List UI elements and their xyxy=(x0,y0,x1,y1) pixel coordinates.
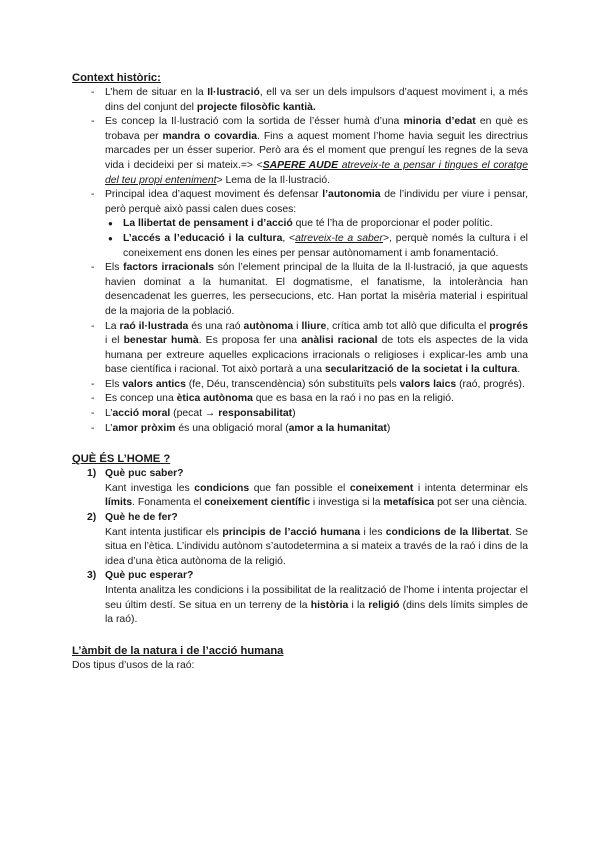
text: i investiga si la xyxy=(310,497,384,509)
text: són l’element principal de la lluita de la Il·lustració, ja que aquests havien dominat a la humanitat. El dogmatisme, el fanatisme, la intolerància han desencadenat les guerres, les persecucions, etc. Han portat la misèria material i espiritual de la majoria de la població. xyxy=(105,262,528,317)
condition-item-2 xyxy=(105,232,528,261)
section-intro-text: Dos tipus d’usos de la raó: xyxy=(72,659,195,671)
text: . Fonamenta el xyxy=(132,497,205,509)
section-title-nature: L’àmbit de la natura i de l’acció humana xyxy=(72,644,284,657)
bold-text: condicions xyxy=(194,482,250,494)
text: (pecat → xyxy=(170,408,219,420)
text: i el xyxy=(105,335,124,347)
bold-text: benestar humà xyxy=(123,335,199,347)
bold-text: religió xyxy=(368,599,400,611)
questions-list xyxy=(72,467,528,628)
motto-text: SAPERE AUDE xyxy=(262,159,339,171)
context-item-6 xyxy=(72,378,528,393)
text: Es concep la Il·lustració com la sortida de l’ésser humà d’una xyxy=(105,116,404,128)
section-title-home: QUÈ ÉS L’HOME ? xyxy=(72,453,171,466)
question-heading: Què puc esperar? xyxy=(105,570,194,582)
text: >, perquè només la cultura i el coneixement ens donen les eines per pensar autònomament i amb fonamentació. xyxy=(123,232,528,259)
context-item-2 xyxy=(72,115,528,188)
bold-text: condicions de la llibertat xyxy=(385,526,510,538)
bold-text: L’accés a l’educació i la cultura xyxy=(123,232,283,244)
motto-translation: atreveix-te a pensar i tingues el coratge del teu propi enteniment xyxy=(105,159,528,186)
context-item-5 xyxy=(72,320,528,378)
bold-text: autònoma xyxy=(243,320,294,332)
bold-text: acció moral xyxy=(112,408,171,420)
context-item-9 xyxy=(72,422,528,437)
bold-text: valors laics xyxy=(399,378,457,390)
text: ) xyxy=(292,408,296,420)
text: L’ xyxy=(105,408,113,420)
text: , < xyxy=(282,232,296,244)
text: Kant investiga les xyxy=(105,482,195,494)
text: ) xyxy=(386,422,391,434)
text: que es basa en la raó i no pas en la religió. xyxy=(252,393,454,405)
text: La xyxy=(105,320,120,332)
section-title-context: Context històric: xyxy=(72,72,161,84)
text: (dins dels límits simples de la raó). xyxy=(105,599,528,626)
bold-text: l’autonomia xyxy=(322,189,381,201)
context-item-8 xyxy=(72,407,528,422)
text: de l’individu per viure i pensar, però perquè això passi calen dues coses: xyxy=(105,189,528,215)
question-heading: Què he de fer? xyxy=(105,512,178,524)
text: Els xyxy=(105,378,123,390)
text: que té l’ha de proporcionar el poder polític. xyxy=(292,218,493,230)
text: (fe, Déu, transcendència) són substituïts pels xyxy=(185,378,400,390)
text: . Fins a aquest moment l’home havia seguit les directrius marcades per un ésser superior. Però ara és el moment que prenguí les regnes de la seva vida i decideixi per si mateix.=> < xyxy=(105,130,528,171)
text: L’hem de situar en la xyxy=(105,87,208,98)
text: Kant intenta justificar els xyxy=(105,526,223,538)
question-item-2 xyxy=(72,511,528,569)
text: > Lema de la Il·lustració. xyxy=(216,174,330,186)
text: de tots els aspectes de la vida humana per extreure aquelles explicacions irracionals o religioses i explicar-les amb una base científica i racional. Tot això portarà a una xyxy=(105,335,528,376)
bold-text: mandra o covardia xyxy=(162,130,258,142)
text: és una obligació moral ( xyxy=(175,422,289,434)
bold-text: principis de l’acció humana xyxy=(222,526,361,538)
document-content xyxy=(72,71,528,673)
question-number: 1) xyxy=(87,468,97,480)
bold-text: La llibertat de pensament i d’acció xyxy=(123,218,293,230)
bold-text: Il·lustració xyxy=(207,87,260,98)
context-item-3 xyxy=(72,188,528,261)
bold-text: responsabilitat xyxy=(218,408,293,420)
bold-text: raó il·lustrada xyxy=(119,320,189,332)
bold-text: coneixement xyxy=(349,482,414,494)
bold-text: amor pròxim xyxy=(112,422,176,434)
context-item-4 xyxy=(72,261,528,319)
question-number: 2) xyxy=(87,512,97,524)
context-item-1 xyxy=(72,86,528,115)
text: i intenta determinar els xyxy=(413,482,528,494)
text: (raó, progrés). xyxy=(456,378,525,390)
text: i xyxy=(293,320,302,332)
bold-text: coneixement científic xyxy=(204,497,311,509)
bold-text: minoria d’edat xyxy=(403,116,476,128)
condition-item-1 xyxy=(105,217,528,232)
conditions-list xyxy=(105,217,528,261)
bold-text: lliure xyxy=(301,320,327,332)
motto-text: atreveix-te a saber xyxy=(295,232,384,244)
bold-text: ètica autònoma xyxy=(176,393,253,405)
question-item-3 xyxy=(72,569,528,627)
text: en què es trobava per xyxy=(105,116,528,142)
bold-text: amor a la humanitat xyxy=(288,422,387,434)
text: pot ser una ciència. xyxy=(434,497,528,509)
question-heading: Què puc saber? xyxy=(105,468,184,480)
text: i la xyxy=(348,599,369,611)
text: , ell va ser un dels impulsors d’aquest moviment i, a més dins del conjunt del xyxy=(105,87,528,113)
context-item-7 xyxy=(72,392,528,407)
text: i les xyxy=(360,526,386,538)
text: . Se situa en l’ètica. L’individu autònom s’autodetermina a si mateix a través de la raó i dins de la idea d’una ètica autònoma de la religió. xyxy=(105,526,528,567)
bold-text: metafísica xyxy=(383,497,435,509)
question-number: 3) xyxy=(87,570,97,582)
text: . Es proposa fer una xyxy=(198,335,302,347)
context-list xyxy=(72,86,528,436)
text: Els xyxy=(105,262,124,274)
question-item-1 xyxy=(72,467,528,511)
bold-text: valors antics xyxy=(122,378,186,390)
text: Principal idea d’aquest moviment és defensar xyxy=(105,189,323,201)
text: . xyxy=(517,364,521,376)
bold-text: anàlisi racional xyxy=(301,335,378,347)
bold-text: història xyxy=(310,599,349,611)
text: , crítica amb tot allò que dificulta el xyxy=(326,320,490,332)
bold-text: factors irracionals xyxy=(123,262,215,274)
text: que fan possible el xyxy=(249,482,350,494)
text: és una raó xyxy=(188,320,244,332)
bold-text: secularització de la societat i la cultura xyxy=(324,364,518,376)
bold-text: progrés xyxy=(489,320,528,332)
bold-text: projecte filosòfic kantià. xyxy=(196,101,316,113)
spacer xyxy=(72,628,528,644)
bold-text: límits xyxy=(105,497,133,509)
text: Es concep una xyxy=(105,393,177,405)
text: L’ xyxy=(105,422,113,434)
spacer xyxy=(72,436,528,452)
text: Intenta analitza les condicions i la possibilitat de la realització de l’home i intenta projectar el seu últim destí. Se situa en un terreny de la xyxy=(105,585,528,611)
